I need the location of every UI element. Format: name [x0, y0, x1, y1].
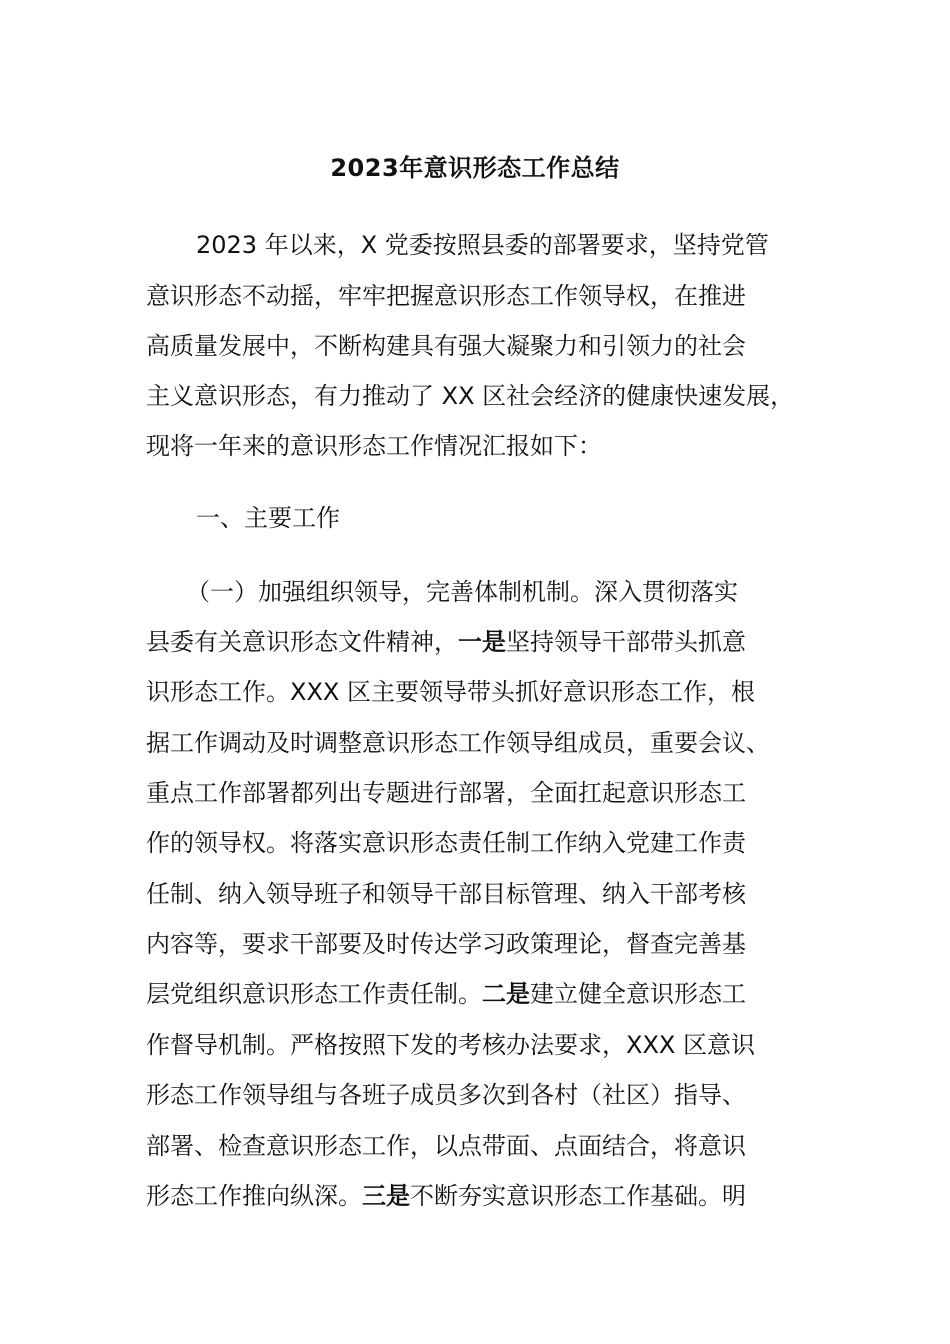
body-line-1: （一）加强组织领导，完善体制机制。深入贯彻落实 — [186, 578, 738, 606]
body-line-13-text-b: 不断夯实意识形态工作基础。明 — [410, 1182, 746, 1210]
document-title: 2023年意识形态工作总结 — [330, 154, 620, 182]
body-line-12: 部署、检查意识形态工作，以点带面、点面结合，将意识 — [146, 1132, 746, 1160]
body-line-2-text: 县委有关意识形态文件精神， — [146, 628, 458, 656]
body-line-7: 任制、纳入领导班子和领导干部目标管理、纳入干部考核 — [146, 880, 746, 908]
body-line-9-text-b: 建立健全意识形态工 — [530, 980, 746, 1008]
body-line-4: 据工作调动及时调整意识形态工作领导组成员，重要会议、 — [146, 729, 770, 757]
body-line-11: 形态工作领导组与各班子成员多次到各村（社区）指导、 — [146, 1081, 746, 1109]
body-line-9 — [146, 977, 846, 1011]
emphasis-second: 二是 — [482, 980, 530, 1008]
intro-line-4: 主义意识形态，有力推动了 XX 区社会经济的健康快速发展， — [146, 382, 795, 410]
body-line-13 — [146, 1179, 846, 1213]
body-line-9-text: 层党组织意识形态工作责任制。 — [146, 980, 482, 1008]
body-line-5: 重点工作部署都列出专题进行部署，全面扛起意识形态工 — [146, 779, 746, 807]
emphasis-third: 三是 — [362, 1182, 410, 1210]
body-line-2-text-b: 坚持领导干部带头抓意 — [506, 628, 746, 656]
emphasis-first: 一是 — [458, 628, 506, 656]
intro-line-5: 现将一年来的意识形态工作情况汇报如下： — [146, 432, 602, 460]
section-heading: 一、主要工作 — [196, 504, 340, 532]
body-line-6: 作的领导权。将落实意识形态责任制工作纳入党建工作责 — [146, 829, 746, 857]
intro-line-2: 意识形态不动摇，牢牢把握意识形态工作领导权，在推进 — [146, 282, 746, 310]
body-line-8: 内容等，要求干部要及时传达学习政策理论，督查完善基 — [146, 930, 746, 958]
body-line-3: 识形态工作。XXX 区主要领导带头抓好意识形态工作，根 — [146, 678, 755, 706]
intro-line-1: 2023 年以来，X 党委按照县委的部署要求，坚持党管 — [196, 231, 769, 259]
body-line-10: 作督导机制。严格按照下发的考核办法要求，XXX 区意识 — [146, 1031, 755, 1059]
intro-line-3: 高质量发展中，不断构建具有强大凝聚力和引领力的社会 — [146, 332, 746, 360]
body-line-13-text: 形态工作推向纵深。 — [146, 1182, 362, 1210]
body-line-2 — [146, 625, 846, 659]
